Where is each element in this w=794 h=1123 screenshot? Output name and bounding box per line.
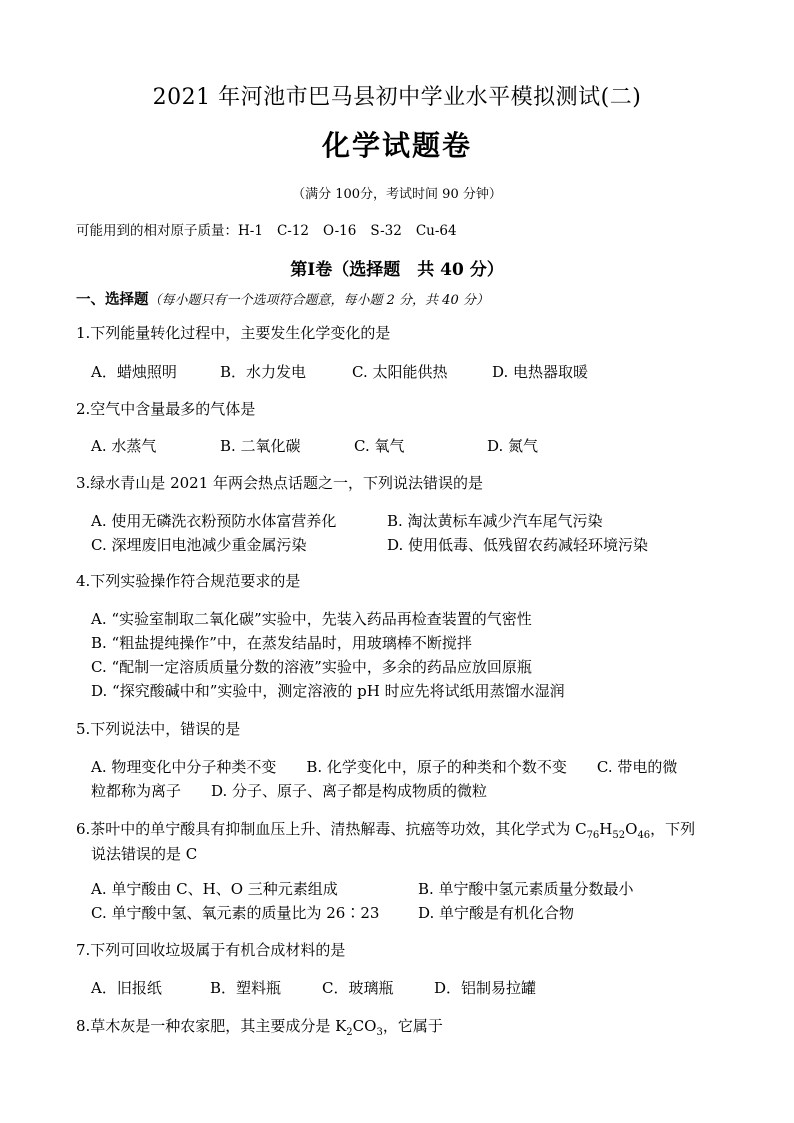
exam-note: （满分 100分，考试时间 90 分钟） bbox=[292, 187, 502, 202]
question-4-stem: 4.下列实验操作符合规范要求的是 bbox=[76, 572, 301, 590]
question-1-stem: 1.下列能量转化过程中，主要发生化学变化的是 bbox=[76, 324, 391, 342]
q8-stem-end: ，它属于 bbox=[382, 1017, 443, 1035]
q2-option-b: B. 二氧化碳 bbox=[220, 437, 301, 455]
q3-option-d: D. 使用低毒、低残留农药减轻环境污染 bbox=[387, 536, 649, 554]
atomic-masses bbox=[76, 219, 471, 239]
q7-option-a: A．旧报纸 bbox=[91, 979, 162, 997]
question-2-stem: 2.空气中含量最多的气体是 bbox=[76, 400, 256, 418]
q4-option-d: D. “探究酸碱中和”实验中，测定溶液的 pH 时应先将试纸用蒸馏水湿润 bbox=[91, 682, 565, 700]
q6-option-c: C. 单宁酸中氢、氧元素的质量比为 26∶23 bbox=[91, 904, 380, 922]
q6-stem-start: 6.茶叶中的单宁酸具有抑制血压上升、清热解毒、抗癌等功效，其化学式为 C bbox=[76, 820, 587, 838]
q8-stem-start: 8.草木灰是一种农家肥，其主要成分是 K bbox=[76, 1017, 347, 1035]
q3-option-a: A. 使用无磷洗衣粉预防水体富营养化 bbox=[91, 512, 337, 530]
q6-o: O bbox=[625, 820, 638, 838]
section-label: 一、选择题 bbox=[76, 291, 149, 308]
q3-option-b: B. 淘汰黄标车减少汽车尾气污染 bbox=[387, 512, 603, 530]
question-5-stem: 5.下列说法中，错误的是 bbox=[76, 720, 241, 738]
q5-options-line-1: A. 物理变化中分子种类不变 B. 化学变化中，原子的种类和个数不变 C. 带电的微 bbox=[91, 758, 678, 776]
exam-subtitle: 化学试题卷 bbox=[321, 129, 472, 162]
q6-stem-line-2: 说法错误的是 C bbox=[91, 845, 198, 863]
q6-sub-o: 46 bbox=[637, 830, 651, 841]
q7-option-b: B．塑料瓶 bbox=[210, 979, 282, 997]
q6-option-b: B. 单宁酸中氢元素质量分数最小 bbox=[418, 880, 634, 898]
q4-option-c: C. “配制一定溶质质量分数的溶液”实验中，多余的药品应放回原瓶 bbox=[91, 658, 532, 676]
q6-sub-c: 76 bbox=[586, 830, 600, 841]
q8-sub-k: 2 bbox=[346, 1027, 353, 1038]
atomic-mass-h: H-1 bbox=[238, 223, 263, 239]
q1-option-c: C. 太阳能供热 bbox=[352, 363, 448, 381]
q5-options-line-2: 粒都称为离子 D. 分子、原子、离子都是构成物质的微粒 bbox=[91, 782, 488, 800]
exam-title: 2021 年河池市巴马县初中学业水平模拟测试(二) bbox=[152, 85, 642, 110]
q6-stem-end: ，下列 bbox=[650, 820, 696, 838]
atomic-mass-c: C-12 bbox=[276, 223, 310, 239]
atomic-label: 可能用到的相对原子质量： bbox=[76, 223, 238, 239]
q7-option-d: D．铝制易拉罐 bbox=[434, 979, 537, 997]
question-7-stem: 7.下列可回收垃圾属于有机合成材料的是 bbox=[76, 941, 346, 959]
question-3-stem: 3.绿水青山是 2021 年两会热点话题之一，下列说法错误的是 bbox=[76, 474, 484, 492]
atomic-mass-cu: Cu-64 bbox=[415, 223, 457, 239]
q8-sub-o: 3 bbox=[376, 1027, 383, 1038]
part-heading: 第Ⅰ卷（选择题 共 40 分） bbox=[290, 260, 504, 280]
q6-h: H bbox=[599, 820, 613, 838]
q6-option-a: A. 单宁酸由 C、H、O 三种元素组成 bbox=[91, 880, 338, 898]
q1-option-b: B．水力发电 bbox=[220, 363, 307, 381]
q2-option-d: D. 氮气 bbox=[487, 437, 539, 455]
question-8-stem bbox=[76, 1015, 443, 1038]
question-6-stem bbox=[76, 818, 695, 841]
atomic-mass-o: O-16 bbox=[323, 223, 357, 239]
atomic-mass-s: S-32 bbox=[370, 223, 402, 239]
q2-option-a: A. 水蒸气 bbox=[91, 437, 157, 455]
section-hint: （每小题只有一个选项符合题意，每小题 2 分，共 40 分） bbox=[148, 293, 489, 308]
q7-option-c: C．玻璃瓶 bbox=[322, 979, 394, 997]
q1-option-d: D. 电热器取暖 bbox=[492, 363, 589, 381]
q3-option-c: C. 深埋废旧电池减少重金属污染 bbox=[91, 536, 307, 554]
q8-co: CO bbox=[352, 1017, 377, 1035]
q6-sub-h: 52 bbox=[612, 830, 626, 841]
q6-option-d: D. 单宁酸是有机化合物 bbox=[418, 904, 575, 922]
q2-option-c: C. 氧气 bbox=[354, 437, 405, 455]
q4-option-b: B. “粗盐提纯操作”中，在蒸发结晶时，用玻璃棒不断搅拌 bbox=[91, 634, 472, 652]
section-heading bbox=[76, 288, 489, 309]
q1-option-a: A．蜡烛照明 bbox=[91, 363, 177, 381]
q4-option-a: A. “实验室制取二氧化碳”实验中，先装入药品再检查装置的气密性 bbox=[91, 610, 532, 628]
